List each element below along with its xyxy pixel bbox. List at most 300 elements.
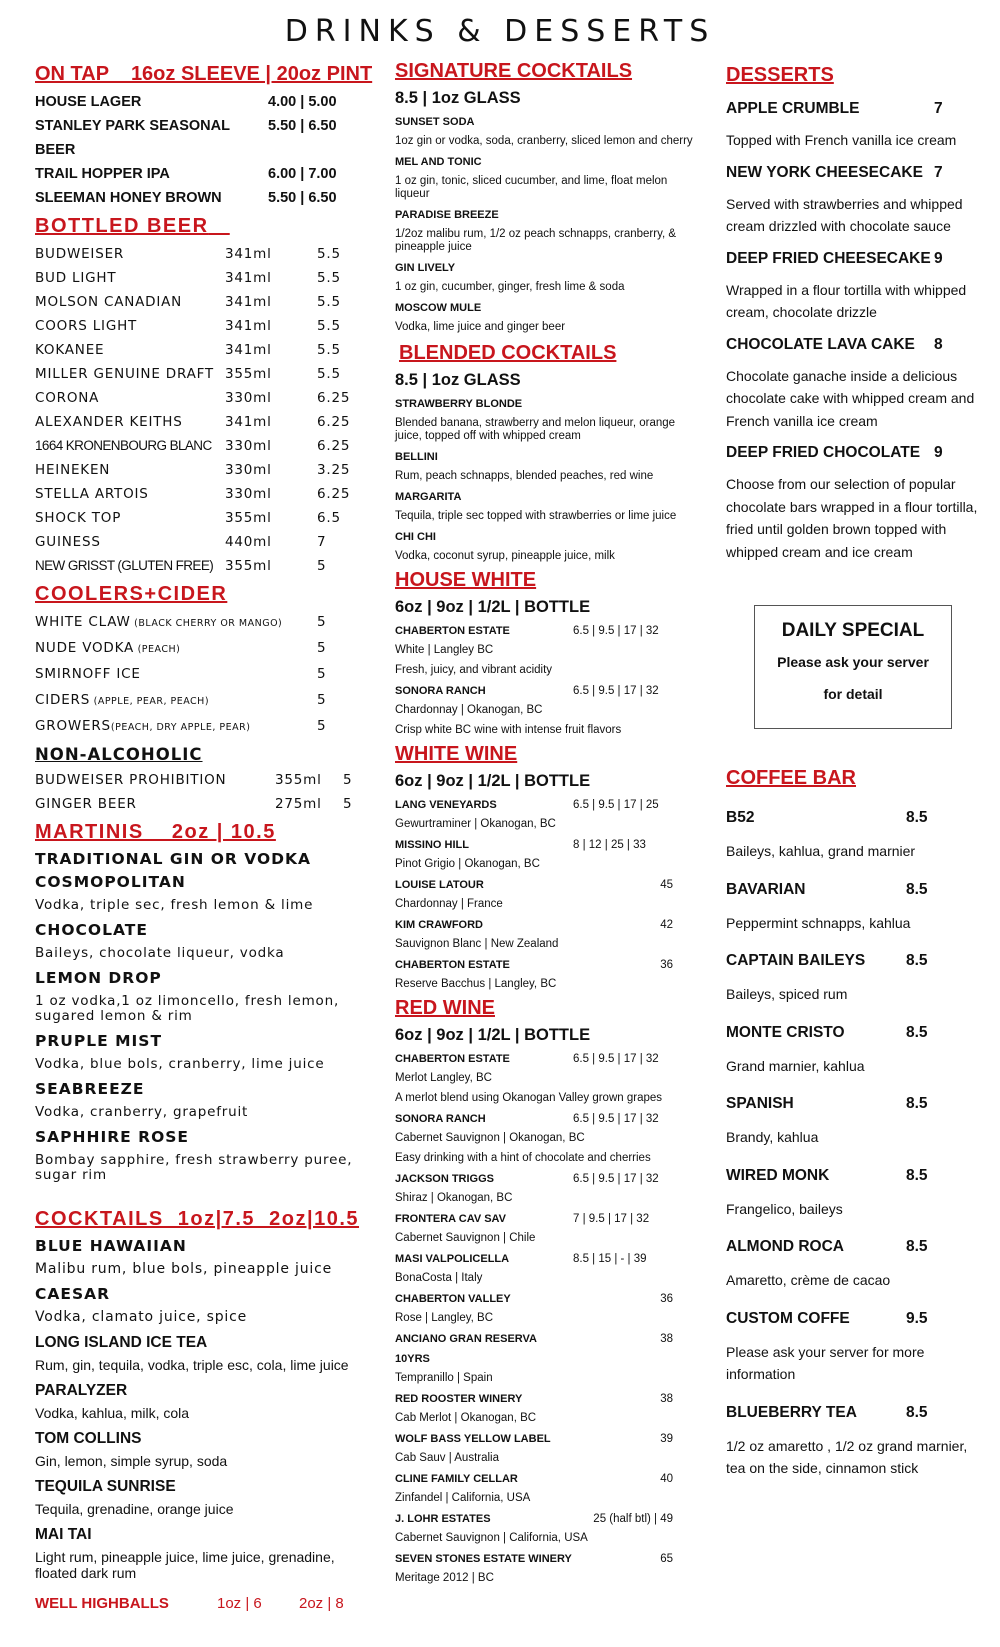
dessert-list <box>726 98 981 563</box>
item-name-text: GIN LIVELY <box>395 262 456 274</box>
menu-item <box>726 334 981 356</box>
wine-item <box>395 621 695 641</box>
menu-item <box>35 768 375 792</box>
item-price: 5 <box>343 772 353 788</box>
wine-item <box>395 1109 695 1129</box>
item-name: MOLSON CANADIAN <box>35 294 183 310</box>
item-description: Tequila, grenadine, orange juice <box>35 1501 234 1517</box>
item-description: Topped with French vanilla ice cream <box>726 132 957 148</box>
item-price: 6.5 <box>317 510 341 526</box>
item-name: LANG VENEYARDS <box>395 799 497 811</box>
menu-item <box>35 792 375 816</box>
item-price: 6.5 | 9.5 | 17 | 32 <box>573 625 659 637</box>
well-highballs-2oz: 2oz | 8 <box>299 1595 344 1612</box>
section-heading-coffee-bar: COFFEE BAR <box>726 767 856 789</box>
wine-item <box>395 835 695 855</box>
item-price: 6.00 | 7.00 <box>268 166 337 182</box>
item-name: STANLEY PARK SEASONAL BEER <box>35 118 230 158</box>
wine-item <box>395 1469 695 1489</box>
item-name: CHABERTON ESTATE <box>395 625 510 637</box>
item-name <box>395 112 695 132</box>
menu-item <box>726 162 981 184</box>
item-name: SPANISH <box>726 1095 794 1112</box>
item-name: SAPHHIRE ROSE <box>35 1128 190 1146</box>
item-name: ALEXANDER KEITHS <box>35 414 183 430</box>
menu-item <box>726 1165 981 1187</box>
item-price: 6.5 | 9.5 | 17 | 32 <box>573 1113 659 1125</box>
item-name: CHABERTON VALLEY <box>395 1293 511 1305</box>
item-size: 275ml <box>275 796 322 812</box>
item-description: Chardonnay | Okanogan, BC <box>395 704 543 716</box>
item-name: MAI TAI <box>35 1526 92 1543</box>
item-price: 5 <box>317 692 327 708</box>
item-flavors: (BLACK CHERRY OR MANGO) <box>130 618 283 629</box>
item-size: 330ml <box>225 462 272 478</box>
item-price: 42 <box>660 919 673 931</box>
item-name-text: NUDE VODKA <box>35 640 135 656</box>
item-name: CAPTAIN BAILEYS <box>726 952 866 969</box>
item-name: CLINE FAMILY CELLAR <box>395 1473 518 1485</box>
section-heading-coolers: COOLERS+CIDER <box>35 583 228 605</box>
item-name <box>395 487 695 507</box>
item-description: Sauvignon Blanc | New Zealand <box>395 938 559 950</box>
item-description: White | Langley BC <box>395 644 494 656</box>
item-description: Cab Merlot | Okanogan, BC <box>395 1412 537 1424</box>
menu-item <box>35 554 375 578</box>
section-heading-red-wine: RED WINE <box>395 997 495 1019</box>
item-description: Peppermint schnapps, kahlua <box>726 914 911 931</box>
item-name: MONTE CRISTO <box>726 1023 845 1041</box>
item-price: 3.25 <box>317 462 351 478</box>
item-name: GUINESS <box>35 534 101 550</box>
coffee-list <box>726 807 981 1480</box>
item-description: Crisp white BC wine with intense fruit flavors <box>395 724 622 736</box>
item-price: 6.25 <box>317 414 351 430</box>
item-description: Vodka, blue bols, cranberry, lime juice <box>35 1056 325 1072</box>
item-description: 1oz gin or vodka, soda, cranberry, sliced lemon and cherry <box>395 135 693 147</box>
daily-special-title: DAILY SPECIAL <box>781 620 925 641</box>
signature-price: 8.5 | 1oz GLASS <box>395 89 521 107</box>
signature-list <box>395 112 695 338</box>
item-name: TEQUILA SUNRISE <box>35 1478 176 1495</box>
item-name: 1664 KRONENBOURG BLANC <box>35 438 212 453</box>
item-name: LOUISE LATOUR <box>395 879 484 891</box>
item-price: 8.5 <box>906 1238 928 1255</box>
blended-list <box>395 394 695 567</box>
item-name: CHABERTON ESTATE <box>395 959 510 971</box>
item-price: 7 | 9.5 | 17 | 32 <box>573 1213 650 1225</box>
item-name: BUDWEISER PROHIBITION <box>35 772 227 788</box>
item-description: Cabernet Sauvignon | Okanogan, BC <box>395 1132 585 1144</box>
item-description: Wrapped in a flour tortilla with whipped cream, chocolate drizzle <box>726 281 967 320</box>
menu-item <box>726 248 981 270</box>
item-name <box>395 258 695 278</box>
menu-item <box>726 98 981 120</box>
item-description: Baileys, kahlua, grand marnier <box>726 843 916 859</box>
item-size: 440ml <box>225 534 272 550</box>
item-description: Rum, gin, tequila, vodka, triple esc, cola, lime juice <box>35 1357 349 1373</box>
item-price: 8.5 | 15 | - | 39 <box>573 1253 647 1265</box>
item-name: CHOCOLATE LAVA CAKE <box>726 335 915 353</box>
item-size: 355ml <box>225 510 272 526</box>
item-name: NEW YORK CHEESECAKE <box>726 163 923 181</box>
column-cocktails-wine <box>395 58 695 1589</box>
item-description: Cabernet Sauvignon | Chile <box>395 1232 536 1244</box>
item-description: Malibu rum, blue bols, pineapple juice <box>35 1261 332 1277</box>
wine-item <box>395 955 695 975</box>
item-description: Grand marnier, kahlua <box>726 1057 865 1074</box>
item-name: DEEP FRIED CHOCOLATE <box>726 444 921 461</box>
menu-item <box>35 458 375 482</box>
item-name: STELLA ARTOIS <box>35 486 149 502</box>
item-price: 7 <box>317 534 327 550</box>
wine-item <box>395 1049 695 1069</box>
well-highballs <box>35 1595 375 1612</box>
item-price: 65 <box>660 1553 673 1565</box>
item-price: 7 <box>934 163 943 181</box>
item-description: 1/2oz malibu rum, 1/2 oz peach schnapps, cranberry, & pineapple juice <box>395 228 677 253</box>
wine-item <box>395 1209 695 1229</box>
menu-item <box>35 266 375 290</box>
item-name: APPLE CRUMBLE <box>726 100 860 117</box>
wine-item <box>395 1249 695 1269</box>
item-description: Cabernet Sauvignon | California, USA <box>395 1532 588 1544</box>
item-price: 40 <box>660 1473 673 1485</box>
menu-item <box>35 530 375 554</box>
section-heading-bottled-beer: BOTTLED BEER <box>35 215 209 237</box>
item-name: B52 <box>726 809 755 826</box>
item-name: CHOCOLATE <box>35 921 148 939</box>
item-price: 5 <box>317 640 327 656</box>
menu-item <box>726 950 981 972</box>
item-name <box>35 688 317 714</box>
wine-item <box>395 1429 695 1449</box>
item-name: HOUSE LAGER <box>35 94 142 110</box>
item-price: 5 <box>343 796 353 812</box>
item-description: Light rum, pineapple juice, lime juice, grenadine, floated dark rum <box>35 1549 335 1581</box>
item-name: MISSINO HILL <box>395 839 469 851</box>
wine-item <box>395 1509 695 1529</box>
item-description: Vodka, clamato juice, spice <box>35 1309 248 1325</box>
item-size: 341ml <box>225 414 272 430</box>
item-name-text: BELLINI <box>395 451 438 463</box>
item-name: BLUEBERRY TEA <box>726 1403 857 1421</box>
item-description: Gin, lemon, simple syrup, soda <box>35 1453 228 1469</box>
menu-item <box>35 314 375 338</box>
item-description: A merlot blend using Okanogan Valley grown grapes <box>395 1092 663 1104</box>
item-size: 355ml <box>225 558 272 574</box>
item-description: Gewurtraminer | Okanogan, BC <box>395 818 556 830</box>
menu-item <box>35 688 375 714</box>
item-name: ALMOND ROCA <box>726 1238 844 1255</box>
menu-item <box>35 434 375 458</box>
menu-item <box>726 1402 981 1424</box>
wine-item <box>395 1169 695 1189</box>
item-size: 341ml <box>225 342 272 358</box>
coolers-list <box>35 610 375 740</box>
section-heading-on-tap: ON TAP 16oz SLEEVE | 20oz PINT <box>35 63 373 85</box>
item-description: Amaretto, crème de cacao <box>726 1272 891 1288</box>
house-white-list <box>395 621 695 741</box>
daily-special-box <box>754 605 952 729</box>
item-description: Merlot Langley, BC <box>395 1072 492 1084</box>
item-name <box>395 447 695 467</box>
item-name <box>35 662 317 688</box>
item-name-text: PARADISE BREEZE <box>395 209 499 221</box>
item-price: 8.5 <box>906 880 928 898</box>
item-description: Easy drinking with a hint of chocolate and cherries <box>395 1152 651 1164</box>
section-heading-house-white: HOUSE WHITE <box>395 569 537 591</box>
section-heading-desserts: DESSERTS <box>726 64 834 86</box>
wine-item <box>395 795 695 815</box>
item-description: Please ask your server for more information <box>726 1343 925 1382</box>
item-name: BAVARIAN <box>726 880 806 898</box>
menu-item <box>35 482 375 506</box>
white-wine-sizes: 6oz | 9oz | 1/2L | BOTTLE <box>395 772 591 790</box>
menu-item <box>35 242 375 266</box>
item-description: 1/2 oz amaretto , 1/2 oz grand marnier, tea on the side, cinnamon stick <box>726 1437 968 1476</box>
item-description: Rose | Langley, BC <box>395 1312 494 1324</box>
item-price: 39 <box>660 1433 673 1445</box>
item-name: SHOCK TOP <box>35 510 122 526</box>
item-description: BonaCosta | Italy <box>395 1272 483 1284</box>
item-name: SONORA RANCH <box>395 1113 486 1125</box>
item-name: JACKSON TRIGGS <box>395 1173 495 1185</box>
item-name: SEABREEZE <box>35 1080 145 1098</box>
item-name <box>395 527 695 547</box>
item-description: Bombay sapphire, fresh strawberry puree, sugar rim <box>35 1152 353 1183</box>
well-highballs-label: WELL HIGHBALLS <box>35 1595 169 1612</box>
menu-item <box>35 662 375 688</box>
item-description: Vodka, kahlua, milk, cola <box>35 1405 190 1421</box>
section-heading-white-wine: WHITE WINE <box>395 743 518 765</box>
item-price: 5 <box>317 614 327 630</box>
item-description: Cab Sauv | Australia <box>395 1452 499 1464</box>
menu-item <box>726 879 981 901</box>
item-name: CAESAR <box>35 1285 111 1303</box>
item-price: 9 <box>934 444 943 461</box>
item-name: BUD LIGHT <box>35 270 117 286</box>
item-name: CUSTOM COFFE <box>726 1309 850 1327</box>
item-description: Fresh, juicy, and vibrant acidity <box>395 664 553 676</box>
menu-item <box>35 162 375 186</box>
item-size: 341ml <box>225 294 272 310</box>
on-tap-list <box>35 90 375 210</box>
item-name-text: SMIRNOFF ICE <box>35 666 141 682</box>
item-name: MASI VALPOLICELLA <box>395 1253 510 1265</box>
item-name: HEINEKEN <box>35 462 111 478</box>
menu-item <box>35 362 375 386</box>
menu-item <box>35 338 375 362</box>
item-description: Baileys, spiced rum <box>726 986 848 1002</box>
item-size: 330ml <box>225 486 272 502</box>
well-highballs-1oz: 1oz | 6 <box>217 1595 262 1612</box>
menu-item <box>35 636 375 662</box>
item-name: CHABERTON ESTATE <box>395 1053 510 1065</box>
item-price: 8.5 <box>906 1023 928 1041</box>
menu-item <box>35 610 375 636</box>
non-alcoholic-list <box>35 768 375 816</box>
section-heading-martinis: MARTINIS 2oz | 10.5 <box>35 821 276 843</box>
item-name-text: CHI CHI <box>395 531 436 543</box>
item-description: Zinfandel | California, USA <box>395 1492 531 1504</box>
item-name: PARALYZER <box>35 1382 128 1399</box>
item-name <box>395 152 695 172</box>
item-price: 5.50 | 6.50 <box>268 190 337 206</box>
item-name: FRONTERA CAV SAV <box>395 1213 507 1225</box>
item-name: PRUPLE MIST <box>35 1032 163 1050</box>
item-name: MILLER GENUINE DRAFT <box>35 366 214 382</box>
item-name: KOKANEE <box>35 342 105 358</box>
item-price: 6.5 | 9.5 | 17 | 32 <box>573 1053 659 1065</box>
item-description: Shiraz | Okanogan, BC <box>395 1192 513 1204</box>
item-price: 6.25 <box>317 486 351 502</box>
item-name: DEEP FRIED CHEESECAKE <box>726 249 931 267</box>
red-wine-list <box>395 1049 695 1589</box>
item-price: 45 <box>660 879 673 891</box>
menu-item <box>726 807 981 829</box>
item-size: 341ml <box>225 246 272 262</box>
martinis-subheading: TRADITIONAL GIN OR VODKA <box>35 850 312 868</box>
item-description: Pinot Grigio | Okanogan, BC <box>395 858 540 870</box>
item-description: Baileys, chocolate liqueur, vodka <box>35 945 285 961</box>
item-name-text: STRAWBERRY BLONDE <box>395 398 523 410</box>
item-name-text: MOSCOW MULE <box>395 302 482 314</box>
menu-item <box>726 1022 981 1044</box>
item-price: 9.5 <box>906 1309 928 1327</box>
item-name: TOM COLLINS <box>35 1430 142 1447</box>
item-price: 5.5 <box>317 342 341 358</box>
item-name: LONG ISLAND ICE TEA <box>35 1334 208 1351</box>
column-desserts-coffee <box>726 58 981 1480</box>
item-description: Blended banana, strawberry and melon liqueur, orange juice, topped off with whipped cream <box>395 417 676 442</box>
item-description: Tequila, triple sec topped with strawberries or lime juice <box>395 510 677 522</box>
section-heading-signature-cocktails: SIGNATURE COCKTAILS <box>395 60 633 82</box>
item-price: 5.5 <box>317 270 341 286</box>
wine-item <box>395 1329 695 1369</box>
item-name: WOLF BASS YELLOW LABEL <box>395 1433 551 1445</box>
item-price: 8.5 <box>906 809 928 826</box>
item-name: BLUE HAWAIIAN <box>35 1237 187 1255</box>
item-description: 1 oz gin, tonic, sliced cucumber, and lime, float melon liqueur <box>395 175 668 200</box>
wine-item <box>395 1549 695 1569</box>
menu-item <box>35 90 375 114</box>
item-name <box>395 394 695 414</box>
item-name: COORS LIGHT <box>35 318 138 334</box>
item-name-text: WHITE CLAW <box>35 614 131 630</box>
item-price: 6.25 <box>317 438 351 454</box>
item-description: Chardonnay | France <box>395 898 503 910</box>
wine-item <box>395 875 695 895</box>
item-name-text: CIDERS <box>35 692 91 708</box>
menu-item <box>35 410 375 434</box>
item-price: 6.5 | 9.5 | 17 | 25 <box>573 799 659 811</box>
item-price: 38 <box>660 1333 673 1345</box>
item-description: Choose from our selection of popular chocolate bars wrapped in a flour tortilla, fried until golden brown topped with whipped cream and ice cream <box>726 476 978 560</box>
item-name: SLEEMAN HONEY BROWN <box>35 190 222 206</box>
item-price: 8.5 <box>906 1095 928 1112</box>
item-name: NEW GRISST (GLUTEN FREE) <box>35 558 214 573</box>
page-title: DRINKS & DESSERTS <box>284 14 716 49</box>
white-wine-list <box>395 795 695 995</box>
item-description: Chocolate ganache inside a delicious chocolate cake with whipped cream and French vanilla ice cream <box>726 367 975 429</box>
item-flavors: (APPLE, PEAR, PEACH) <box>90 696 210 707</box>
item-name: BUDWEISER <box>35 246 125 262</box>
item-price: 7 <box>934 100 943 117</box>
item-price: 5.5 <box>317 318 341 334</box>
menu-item <box>35 506 375 530</box>
item-description: Rum, peach schnapps, blended peaches, red wine <box>395 470 654 482</box>
item-name-text: MARGARITA <box>395 491 462 503</box>
item-description: Frangelico, baileys <box>726 1200 843 1217</box>
item-name-text: SUNSET SODA <box>395 116 475 128</box>
menu-item <box>726 1093 981 1115</box>
item-size: 341ml <box>225 270 272 286</box>
item-price: 8 <box>934 335 943 353</box>
item-price: 9 <box>934 249 943 267</box>
item-price: 8.5 <box>906 1403 928 1421</box>
daily-special-line1: Please ask your server <box>777 654 929 670</box>
section-heading-cocktails: COCKTAILS 1oz|7.5 2oz|10.5 <box>35 1208 360 1230</box>
section-heading-non-alcoholic: NON-ALCOHOLIC <box>35 745 203 764</box>
item-price: 25 (half btl) | 49 <box>593 1513 673 1525</box>
menu-item <box>35 386 375 410</box>
item-name: RED ROOSTER WINERY <box>395 1393 523 1405</box>
menu-item <box>35 186 375 210</box>
menu-item <box>726 442 981 464</box>
item-description: Vodka, coconut syrup, pineapple juice, milk <box>395 550 615 562</box>
item-description: Meritage 2012 | BC <box>395 1572 494 1584</box>
wine-item <box>395 681 695 701</box>
item-name-text: MEL AND TONIC <box>395 156 482 168</box>
item-size: 355ml <box>225 366 272 382</box>
item-size: 330ml <box>225 438 272 454</box>
item-size: 341ml <box>225 318 272 334</box>
item-price: 5.5 <box>317 294 341 310</box>
item-description: Vodka, lime juice and ginger beer <box>395 321 566 333</box>
item-price: 6.5 | 9.5 | 17 | 32 <box>573 685 659 697</box>
item-name: COSMOPOLITAN <box>35 873 186 891</box>
menu-item <box>35 114 375 162</box>
item-name: J. LOHR ESTATES <box>395 1513 491 1525</box>
item-price: 36 <box>660 1293 673 1305</box>
item-price: 38 <box>660 1393 673 1405</box>
item-size: 330ml <box>225 390 272 406</box>
item-price: 5 <box>317 666 327 682</box>
item-description: Brandy, kahlua <box>726 1129 819 1145</box>
wine-item <box>395 1289 695 1309</box>
item-name: ANCIANO GRAN RESERVA 10YRS <box>395 1333 537 1365</box>
wine-item <box>395 1389 695 1409</box>
item-description: Served with strawberries and whipped cream drizzled with chocolate sauce <box>726 195 963 234</box>
item-name <box>35 636 317 662</box>
daily-special-line2: for detail <box>823 686 883 702</box>
item-price: 8 | 12 | 25 | 33 <box>573 839 646 851</box>
menu-item <box>726 1308 981 1330</box>
item-description: Vodka, cranberry, grapefruit <box>35 1104 249 1120</box>
cocktail-list <box>35 1235 375 1581</box>
item-price: 6.25 <box>317 390 351 406</box>
item-name: CORONA <box>35 390 100 406</box>
column-beer-cocktails <box>35 58 375 1612</box>
item-price: 6.5 | 9.5 | 17 | 32 <box>573 1173 659 1185</box>
item-flavors: (PEACH, DRY APPLE, PEAR) <box>110 722 251 733</box>
section-heading-blended-cocktails: BLENDED COCKTAILS <box>399 342 617 364</box>
house-white-sizes: 6oz | 9oz | 1/2L | BOTTLE <box>395 598 591 616</box>
item-price: 5.50 | 6.50 <box>268 118 337 134</box>
item-name-text: GROWERS <box>35 718 111 734</box>
item-price: 5 <box>317 718 327 734</box>
